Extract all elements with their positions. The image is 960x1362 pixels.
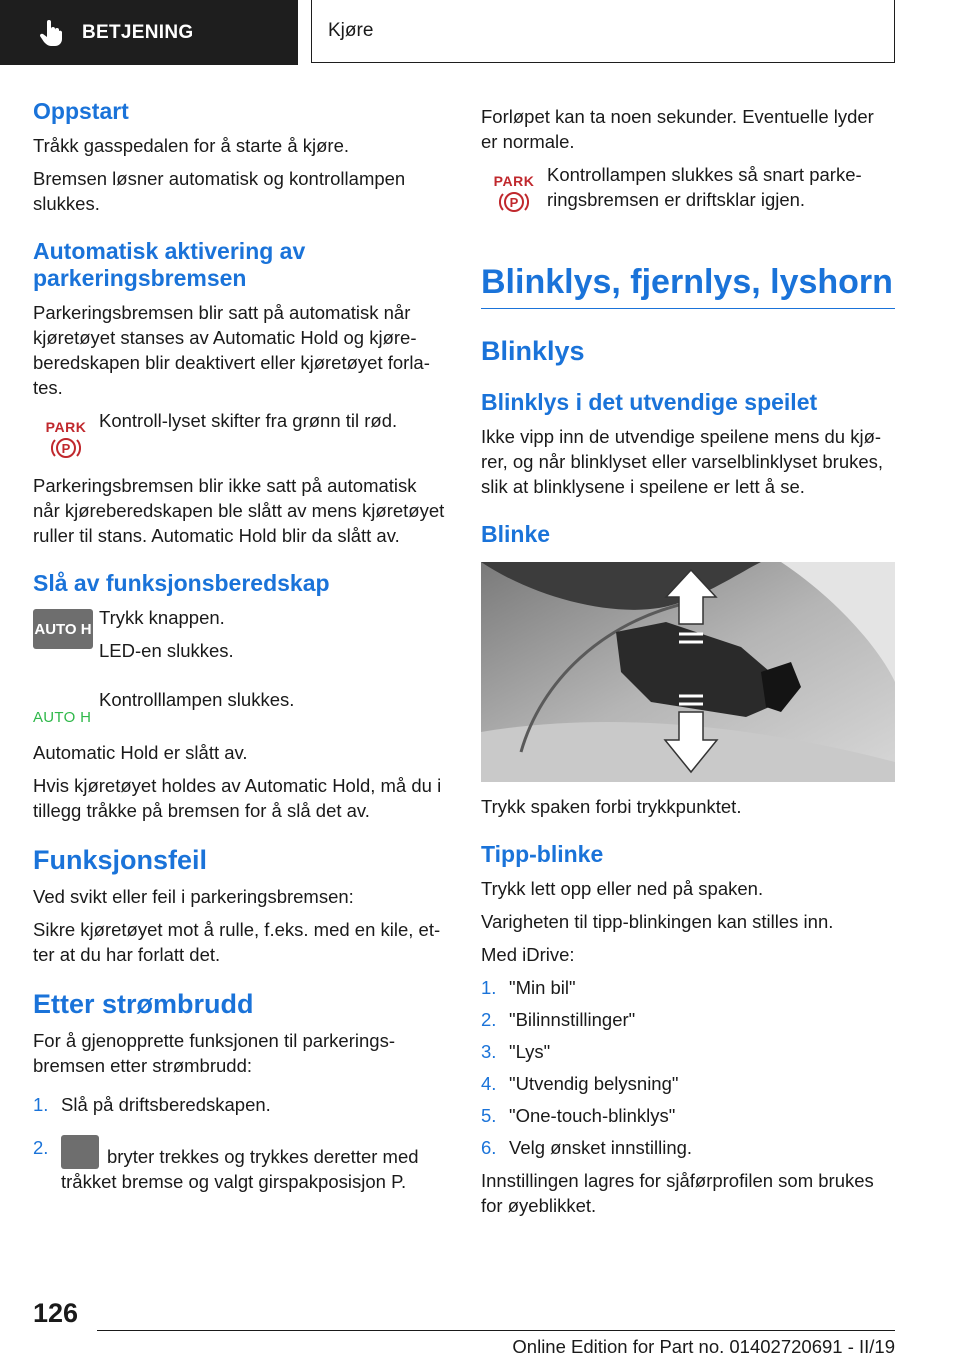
heading-blinke: Blinke <box>481 521 551 547</box>
paragraph: Med iDrive: <box>481 944 575 965</box>
list-item <box>481 1135 895 1160</box>
indicator-note: Kontrollampen slukkes så snart parkeringsbremsen er driftsklar igjen. <box>547 164 862 210</box>
paragraph: Automatic Hold er slått av. <box>33 742 248 763</box>
list-item <box>33 1135 445 1194</box>
list-text: "One-touch-blinklys" <box>509 1105 676 1126</box>
step-text: Trykk knappen. <box>99 607 225 628</box>
parking-brake-p-icon <box>499 189 529 215</box>
heading-etter-strombrudd: Etter strømbrudd <box>33 989 254 1019</box>
indicator-note: Kontrolllampen slukkes. <box>99 689 295 710</box>
park-indicator-row <box>33 408 445 461</box>
auto-hold-lamp-icon: AUTO H <box>33 709 92 726</box>
list-item <box>481 1039 895 1064</box>
paragraph: Bremsen løsner automatisk og kontrollampen slukkes. <box>33 168 406 214</box>
heading-oppstart: Oppstart <box>33 98 129 124</box>
parking-brake-switch-icon <box>61 1135 99 1169</box>
section-label: BETJENING <box>82 21 194 43</box>
list-number: 3. <box>481 1041 497 1062</box>
heading-tipp-blinke: Tipp-blinke <box>481 841 604 867</box>
footer-edition: Online Edition for Part no. 01402720691 - II/19 <box>512 1336 895 1357</box>
heading-speil: Blinklys i det utvendige speilet <box>481 389 818 415</box>
paragraph: Parkeringsbremsen blir satt på automatisk når kjøretøyet stanses av Automatic Hold og kjøreberedskapen blir deaktivert eller kjøretøyet forlates. <box>33 302 430 398</box>
paragraph: Forløpet kan ta noen sekunder. Eventuelle lyder er normale. <box>481 106 874 152</box>
list-text: "Utvendig belysning" <box>509 1073 679 1094</box>
paragraph: Innstillingen lagres for sjåførprofilen som brukes for øyeblikket. <box>481 1170 874 1216</box>
list-text: Slå på driftsberedskapen. <box>61 1094 271 1115</box>
list-text: "Min bil" <box>509 977 576 998</box>
heading-sla-av: Slå av funksjonsberedskap <box>33 570 330 596</box>
auto-hold-button-row <box>33 605 445 671</box>
paragraph: For å gjenopprette funksjonen til parkeringsbremsen etter strømbrudd: <box>33 1030 395 1076</box>
heading-funksjonsfeil: Funksjonsfeil <box>33 845 208 875</box>
list-number: 5. <box>481 1105 497 1126</box>
steps-list <box>33 1092 445 1194</box>
svg-text:P: P <box>509 195 519 210</box>
list-number: 2. <box>481 1009 497 1030</box>
right-column <box>481 104 895 1226</box>
park-indicator-row <box>481 162 895 220</box>
list-item <box>33 1092 445 1117</box>
svg-text:P: P <box>61 441 71 456</box>
heading-blinklys: Blinklys <box>481 336 585 366</box>
auto-hold-button-icon: AUTO H <box>33 609 93 649</box>
auto-hold-lamp-row <box>33 679 445 726</box>
parking-brake-p-icon <box>51 435 81 461</box>
paragraph: Ikke vipp inn de utvendige speilene mens du kjører, og når blinklyset eller varselblinklyset brukes, slik at blinklysene i speilene er lett å se. <box>481 426 884 497</box>
list-text: bryter trekkes og trykkes deretter med tråkket bremse og valgt girspakposisjon P. <box>61 1146 419 1192</box>
page-number: 126 <box>33 1298 79 1328</box>
left-column <box>33 98 445 1202</box>
list-item <box>481 975 895 1000</box>
menu-path-list <box>481 975 895 1160</box>
paragraph: Parkeringsbremsen blir ikke satt på automatisk når kjøreberedskapen ble slått av mens kjøretøyet ruller til stans. Automatic Hold blir da slått av. <box>33 475 445 546</box>
paragraph: Ved svikt eller feil i parkeringsbremsen: <box>33 886 354 907</box>
paragraph: Tråkk gasspedalen for å starte å kjøre. <box>33 135 350 156</box>
list-number: 6. <box>481 1137 497 1158</box>
paragraph: Sikre kjøretøyet mot å rulle, f.eks. med en kile, etter at du har forlatt det. <box>33 919 441 965</box>
list-text: "Bilinnstillinger" <box>509 1009 636 1030</box>
section-tab <box>0 0 298 65</box>
step-text: LED-en slukkes. <box>99 640 234 661</box>
list-text: Velg ønsket innstilling. <box>509 1137 693 1158</box>
list-item <box>481 1007 895 1032</box>
park-brake-indicator-icon: PARK P <box>46 420 87 461</box>
chapter-heading: Blinklys, fjernlys, lyshorn <box>481 262 895 309</box>
park-brake-indicator-icon: PARK P <box>494 174 535 215</box>
list-number: 4. <box>481 1073 497 1094</box>
list-item <box>481 1103 895 1128</box>
heading-auto-activation: Automatisk aktivering av parkeringsbremsen <box>33 238 306 291</box>
photo-caption: Trykk spaken forbi trykkpunktet. <box>481 796 742 817</box>
chapter-title: Kjøre <box>311 0 895 63</box>
hand-pointer-icon <box>36 18 66 48</box>
paragraph: Hvis kjøretøyet holdes av Automatic Hold, må du i tillegg tråkke på bremsen for å slå det av. <box>33 775 442 821</box>
list-number: 1. <box>33 1094 49 1115</box>
list-text: "Lys" <box>509 1041 551 1062</box>
footer-rule <box>97 1330 895 1331</box>
list-number: 2. <box>33 1137 49 1158</box>
list-item <box>481 1071 895 1096</box>
paragraph: Varigheten til tipp-blinkingen kan stilles inn. <box>481 911 834 932</box>
turn-signal-lever-photo <box>481 562 895 782</box>
list-number: 1. <box>481 977 497 998</box>
paragraph: Trykk lett opp eller ned på spaken. <box>481 878 764 899</box>
indicator-note: Kontroll-lyset skifter fra grønn til rød. <box>99 410 398 431</box>
